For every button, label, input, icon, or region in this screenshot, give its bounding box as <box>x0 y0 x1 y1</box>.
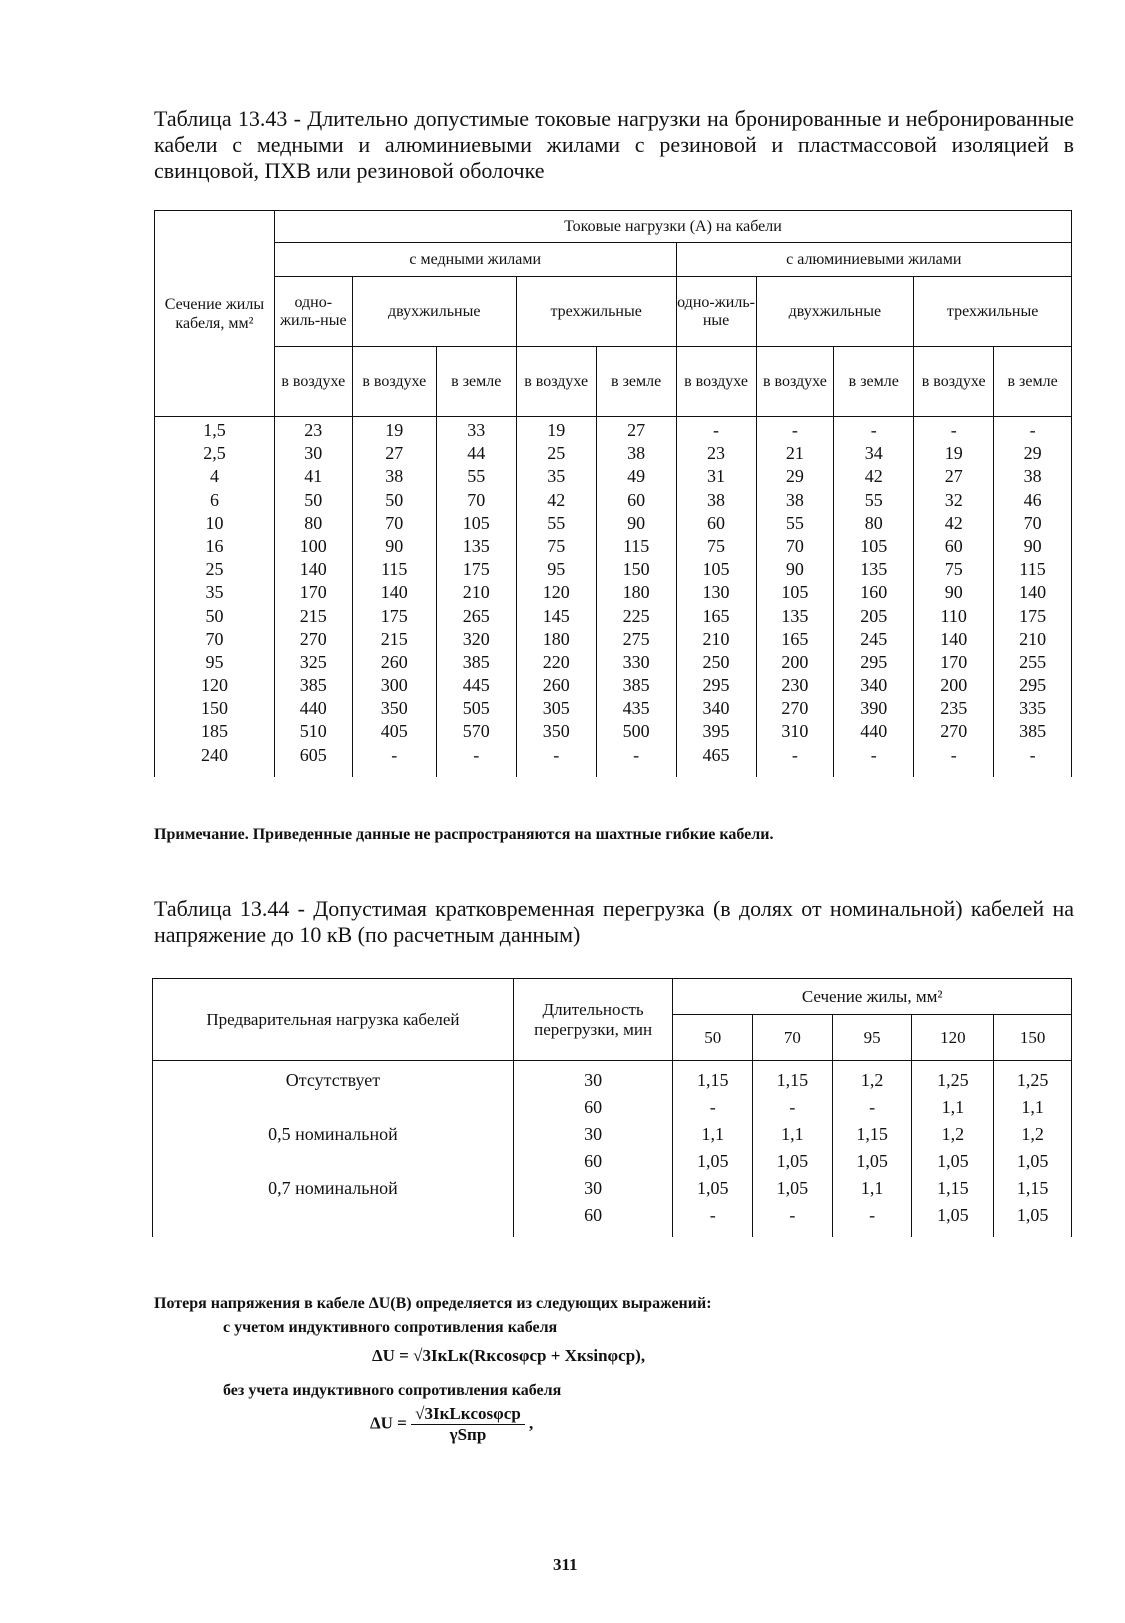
load-cell: 385 <box>299 675 327 696</box>
load-cell: 60 <box>944 535 963 556</box>
load-cell: 140 <box>380 582 408 603</box>
load-cell: 90 <box>627 512 646 533</box>
overload-table <box>152 978 1072 1237</box>
load-cell: 38 <box>627 443 646 464</box>
load-cell: 110 <box>940 605 967 626</box>
load-cell: 23 <box>304 420 323 440</box>
load-cell: 165 <box>781 628 809 649</box>
load-cell: 605 <box>299 744 327 765</box>
load-cell: 330 <box>622 651 650 672</box>
overload-cell: 1,05 <box>696 1151 729 1171</box>
load-cell: 23 <box>707 443 726 464</box>
size-header: 150 <box>994 1015 1072 1061</box>
load-cell: 340 <box>860 675 888 696</box>
load-cell: - <box>1029 420 1036 440</box>
section-cell: 70 <box>205 628 224 649</box>
duration-header: Длительность перегрузки, мин <box>513 979 672 1061</box>
in-ground-header: в земле <box>596 347 676 417</box>
in-air-header: в воздухе <box>352 347 436 417</box>
overload-cell: - <box>709 1205 716 1225</box>
voltage-loss-intro: Потеря напряжения в кабеле ΔU(В) определяется из следующих выражений: <box>154 1295 712 1312</box>
load-cell: - <box>713 420 720 440</box>
section-cell: 150 <box>200 698 228 719</box>
load-cell: 135 <box>781 605 809 626</box>
value-column <box>274 417 352 777</box>
overload-cell: 1,05 <box>937 1151 969 1171</box>
load-cell: 165 <box>702 605 730 626</box>
load-cell: 335 <box>1019 698 1047 719</box>
section-cell: 25 <box>205 559 224 580</box>
load-cell: 42 <box>547 489 566 510</box>
value-column <box>832 1061 912 1238</box>
load-cell: 100 <box>299 535 327 556</box>
load-cell: 440 <box>299 698 327 719</box>
load-cell: 395 <box>702 721 730 742</box>
load-cell: 60 <box>707 512 726 533</box>
load-cell: 250 <box>702 651 730 672</box>
value-column <box>753 1061 833 1238</box>
load-cell: - <box>950 744 957 765</box>
load-cell: 70 <box>385 512 404 533</box>
overload-cell: 1,05 <box>1016 1205 1049 1225</box>
in-ground-header: в земле <box>834 347 914 417</box>
copper-two-core-header: двухжильные <box>352 277 516 347</box>
load-cell: - <box>791 744 798 765</box>
load-cell: 55 <box>547 512 566 533</box>
load-cell: 105 <box>702 559 730 580</box>
load-cell: 34 <box>864 443 883 464</box>
load-cell: 55 <box>864 489 883 510</box>
overload-cell: 1,15 <box>696 1070 729 1090</box>
aluminum-header: с алюминиевыми жилами <box>676 243 1071 277</box>
load-cell: 500 <box>622 721 650 742</box>
overload-cell: 1,05 <box>1016 1151 1049 1171</box>
overload-cell: - <box>789 1205 796 1225</box>
load-cell: 445 <box>462 675 490 696</box>
load-cell: 245 <box>860 628 888 649</box>
formula-without-inductance <box>370 1404 533 1445</box>
value-column <box>352 417 436 777</box>
overload-cell: 1,2 <box>1021 1124 1044 1144</box>
duration-column <box>513 1061 672 1238</box>
overload-cell: 1,05 <box>856 1151 888 1171</box>
load-cell: 75 <box>547 535 566 556</box>
load-cell: 90 <box>785 559 804 580</box>
load-cell: 38 <box>785 489 804 510</box>
in-ground-header: в земле <box>994 347 1072 417</box>
size-header: 120 <box>912 1015 994 1061</box>
load-cell: 205 <box>860 605 888 626</box>
load-cell: 295 <box>1019 675 1047 696</box>
size-header: 50 <box>673 1015 753 1061</box>
load-cell: 260 <box>380 651 408 672</box>
in-air-header: в воздухе <box>676 347 756 417</box>
load-cell: 180 <box>542 628 570 649</box>
load-cell: 19 <box>385 420 404 440</box>
load-cell: 210 <box>702 628 730 649</box>
load-cell: 270 <box>940 721 968 742</box>
load-cell: 27 <box>944 466 963 487</box>
load-cell: - <box>870 744 877 765</box>
load-cell: 230 <box>781 675 809 696</box>
current-load-table <box>154 210 1072 777</box>
load-cell: 210 <box>1019 628 1047 649</box>
load-cell: 295 <box>702 675 730 696</box>
load-cell: 31 <box>707 466 726 487</box>
load-cell: 435 <box>622 698 650 719</box>
load-cell: 145 <box>542 605 570 626</box>
load-cell: 325 <box>299 651 327 672</box>
load-cell: - <box>391 744 398 765</box>
section-column <box>155 417 275 777</box>
load-cell: - <box>633 744 640 765</box>
aluminum-single-header: одно-жиль-ные <box>676 277 756 347</box>
duration-cell: 60 <box>584 1097 603 1117</box>
load-cell: 30 <box>304 443 323 464</box>
in-air-header: в воздухе <box>914 347 994 417</box>
load-cell: 29 <box>785 466 804 487</box>
section-header: Сечение жилы кабеля, мм² <box>155 211 275 417</box>
overload-cell: - <box>709 1097 716 1117</box>
section-cell: 6 <box>209 489 219 510</box>
load-cell: - <box>870 420 877 440</box>
section-cell: 2,5 <box>203 443 226 464</box>
without-inductance-label: без учета индуктивного сопротивления кабеля <box>223 1382 562 1399</box>
section-cell: 1,5 <box>203 420 226 440</box>
load-cell: 510 <box>299 721 327 742</box>
load-cell: 27 <box>385 443 404 464</box>
load-cell: 305 <box>542 698 570 719</box>
table1-caption: Таблица 13.43 - Длительно допустимые токовые нагрузки на бронированные и небронированные кабели с медными и алюминиевыми жилами с резиновой и пластмассовой изоляцией в свинцовой, ПХВ или резиновой оболочке <box>154 106 1074 183</box>
load-cell: 350 <box>542 721 570 742</box>
value-column <box>756 417 834 777</box>
overload-cell: 1,05 <box>937 1205 969 1225</box>
load-cell: 220 <box>542 651 570 672</box>
load-cell: 310 <box>781 721 809 742</box>
load-cell: 465 <box>702 744 730 765</box>
load-cell: 200 <box>781 651 809 672</box>
load-cell: 160 <box>860 582 888 603</box>
overload-cell: 1,25 <box>1016 1070 1049 1090</box>
load-cell: 70 <box>467 489 486 510</box>
duration-cell: 30 <box>584 1178 603 1198</box>
with-inductance-label: с учетом индуктивного сопротивления кабеля <box>223 1319 558 1336</box>
value-column <box>914 417 994 777</box>
section-cell: 35 <box>205 582 224 603</box>
load-cell: 55 <box>785 512 804 533</box>
load-cell: 70 <box>785 535 804 556</box>
load-cell: 44 <box>467 443 486 464</box>
load-cell: 170 <box>940 651 968 672</box>
duration-cell: 30 <box>584 1070 603 1090</box>
section-cell: 95 <box>205 651 224 672</box>
preload-cell: 0,7 номинальной <box>268 1178 398 1198</box>
overload-cell: - <box>789 1097 796 1117</box>
load-cell: 95 <box>547 559 566 580</box>
duration-cell: 60 <box>584 1151 603 1171</box>
preload-header: Предварительная нагрузка кабелей <box>153 979 514 1061</box>
load-cell: 46 <box>1023 489 1042 510</box>
load-cell: 35 <box>547 466 566 487</box>
preload-cell: 0,5 номинальной <box>268 1124 398 1144</box>
load-cell: 385 <box>1019 721 1047 742</box>
table1-note: Примечание. Приведенные данные не распространяются на шахтные гибкие кабели. <box>154 826 774 843</box>
overload-cell: 1,05 <box>776 1151 809 1171</box>
aluminum-three-core-header: трехжильные <box>914 277 1072 347</box>
overload-cell: - <box>869 1097 876 1117</box>
load-cell: 80 <box>304 512 323 533</box>
load-cell: 75 <box>944 559 963 580</box>
load-cell: 42 <box>864 466 883 487</box>
aluminum-two-core-header: двухжильные <box>756 277 914 347</box>
formula-with-inductance: ΔU = √3IкLк(Rкcosφср + Xкsinφср), <box>372 1346 646 1365</box>
load-cell: 21 <box>785 443 804 464</box>
load-cell: 140 <box>940 628 968 649</box>
load-cell: 90 <box>1023 535 1042 556</box>
load-cell: 32 <box>944 489 963 510</box>
load-cell: 60 <box>627 489 646 510</box>
section-cell: 185 <box>200 721 228 742</box>
overload-cell: 1,2 <box>941 1124 965 1144</box>
load-cell: 175 <box>1019 605 1047 626</box>
value-column <box>912 1061 994 1238</box>
overload-cell: 1,15 <box>937 1178 969 1198</box>
value-column <box>676 417 756 777</box>
load-cell: 38 <box>1023 466 1042 487</box>
load-cell: 55 <box>467 466 486 487</box>
load-cell: 570 <box>462 721 490 742</box>
load-cell: 50 <box>385 489 404 510</box>
formula-denominator: γSпр <box>449 1425 487 1444</box>
page-number: 311 <box>553 1555 578 1574</box>
duration-cell: 60 <box>584 1205 603 1225</box>
load-cell: 135 <box>462 535 490 556</box>
copper-single-header: одно-жиль-ные <box>274 277 352 347</box>
load-cell: 70 <box>1023 512 1042 533</box>
load-cell: 180 <box>622 582 650 603</box>
load-cell: - <box>791 420 798 440</box>
overload-cell: 1,15 <box>776 1070 809 1090</box>
load-cell: 130 <box>702 582 730 603</box>
load-cell: 115 <box>622 535 650 556</box>
overload-cell: - <box>869 1205 876 1225</box>
load-cell: 295 <box>860 651 888 672</box>
load-cell: 19 <box>944 443 963 464</box>
load-cell: 170 <box>299 582 327 603</box>
load-cell: 215 <box>380 628 408 649</box>
load-cell: 25 <box>547 443 566 464</box>
overload-cell: 1,25 <box>937 1070 969 1090</box>
section-cell: 240 <box>200 744 228 765</box>
value-column <box>516 417 596 777</box>
load-cell: 90 <box>385 535 404 556</box>
overload-cell: 1,1 <box>860 1178 884 1198</box>
load-cell: 385 <box>622 675 650 696</box>
section-cell: 50 <box>205 605 224 626</box>
copper-three-core-header: трехжильные <box>516 277 676 347</box>
load-cell: - <box>950 420 957 440</box>
load-cell: 405 <box>380 721 408 742</box>
overload-cell: 1,1 <box>701 1124 724 1144</box>
load-cell: 105 <box>781 582 809 603</box>
formula-lhs: ΔU = <box>370 1413 407 1433</box>
load-cell: 210 <box>462 582 490 603</box>
load-cell: 135 <box>860 559 888 580</box>
in-ground-header: в земле <box>436 347 516 417</box>
load-cell: 270 <box>299 628 327 649</box>
load-cell: 350 <box>380 698 408 719</box>
load-cell: 33 <box>467 420 486 440</box>
overload-cell: 1,2 <box>860 1070 884 1090</box>
current-load-header: Токовые нагрузки (А) на кабели <box>274 211 1071 243</box>
in-air-header: в воздухе <box>516 347 596 417</box>
load-cell: 50 <box>304 489 323 510</box>
load-cell: 175 <box>380 605 408 626</box>
load-cell: 235 <box>940 698 968 719</box>
preload-column <box>153 1061 514 1238</box>
section-cell: 120 <box>200 675 228 696</box>
load-cell: 90 <box>944 582 963 603</box>
overload-cell: 1,15 <box>1016 1178 1049 1198</box>
in-air-header: в воздухе <box>274 347 352 417</box>
load-cell: 255 <box>1019 651 1047 672</box>
overload-cell: 1,1 <box>941 1097 965 1117</box>
load-cell: 385 <box>462 651 490 672</box>
overload-cell: 1,1 <box>781 1124 804 1144</box>
load-cell: 19 <box>547 420 566 440</box>
load-cell: 320 <box>462 628 490 649</box>
value-column <box>994 1061 1072 1238</box>
load-cell: 260 <box>542 675 570 696</box>
load-cell: 80 <box>864 512 883 533</box>
load-cell: 105 <box>860 535 888 556</box>
in-air-header: в воздухе <box>756 347 834 417</box>
overload-cell: 1,05 <box>776 1178 809 1198</box>
value-column <box>436 417 516 777</box>
load-cell: 38 <box>385 466 404 487</box>
section-cell: 4 <box>209 466 219 487</box>
formula-tail: , <box>529 1413 534 1433</box>
load-cell: 215 <box>299 605 327 626</box>
load-cell: 27 <box>627 420 646 440</box>
formula-fraction <box>411 1404 525 1445</box>
section-cell: 10 <box>205 512 224 533</box>
load-cell: 340 <box>702 698 730 719</box>
preload-cell: Отсутствует <box>285 1070 381 1090</box>
value-column <box>596 417 676 777</box>
load-cell: 200 <box>940 675 968 696</box>
load-cell: 115 <box>1019 559 1046 580</box>
load-cell: 105 <box>462 512 490 533</box>
load-cell: 390 <box>860 698 888 719</box>
load-cell: 29 <box>1023 443 1042 464</box>
section-cell: 16 <box>205 535 224 556</box>
load-cell: 150 <box>622 559 650 580</box>
load-cell: 505 <box>462 698 490 719</box>
load-cell: 38 <box>707 489 726 510</box>
load-cell: 75 <box>707 535 726 556</box>
load-cell: 265 <box>462 605 490 626</box>
duration-cell: 30 <box>584 1124 603 1144</box>
overload-cell: 1,15 <box>856 1124 888 1144</box>
size-header: 95 <box>832 1015 912 1061</box>
formula-numerator: √3IкLкcosφср <box>411 1404 525 1425</box>
value-column <box>994 417 1072 777</box>
load-cell: 140 <box>1019 582 1047 603</box>
load-cell: 115 <box>381 559 408 580</box>
overload-cell: 1,1 <box>1021 1097 1044 1117</box>
table2-caption: Таблица 13.44 - Допустимая кратковременная перегрузка (в долях от номинальной) кабелей на напряжение до 10 кВ (по расчетным данным) <box>154 896 1074 947</box>
section-size-header: Сечение жилы, мм² <box>673 979 1072 1015</box>
load-cell: 120 <box>542 582 570 603</box>
load-cell: - <box>1029 744 1036 765</box>
load-cell: - <box>473 744 480 765</box>
copper-header: с медными жилами <box>274 243 676 277</box>
load-cell: 140 <box>299 559 327 580</box>
load-cell: 225 <box>622 605 650 626</box>
size-header: 70 <box>753 1015 833 1061</box>
value-column <box>673 1061 753 1238</box>
load-cell: 41 <box>304 466 323 487</box>
load-cell: 275 <box>622 628 650 649</box>
load-cell: 42 <box>944 512 963 533</box>
load-cell: 270 <box>781 698 809 719</box>
value-column <box>834 417 914 777</box>
load-cell: 49 <box>627 466 646 487</box>
load-cell: - <box>553 744 560 765</box>
load-cell: 440 <box>860 721 888 742</box>
load-cell: 175 <box>462 559 490 580</box>
load-cell: 300 <box>380 675 408 696</box>
overload-cell: 1,05 <box>696 1178 729 1198</box>
